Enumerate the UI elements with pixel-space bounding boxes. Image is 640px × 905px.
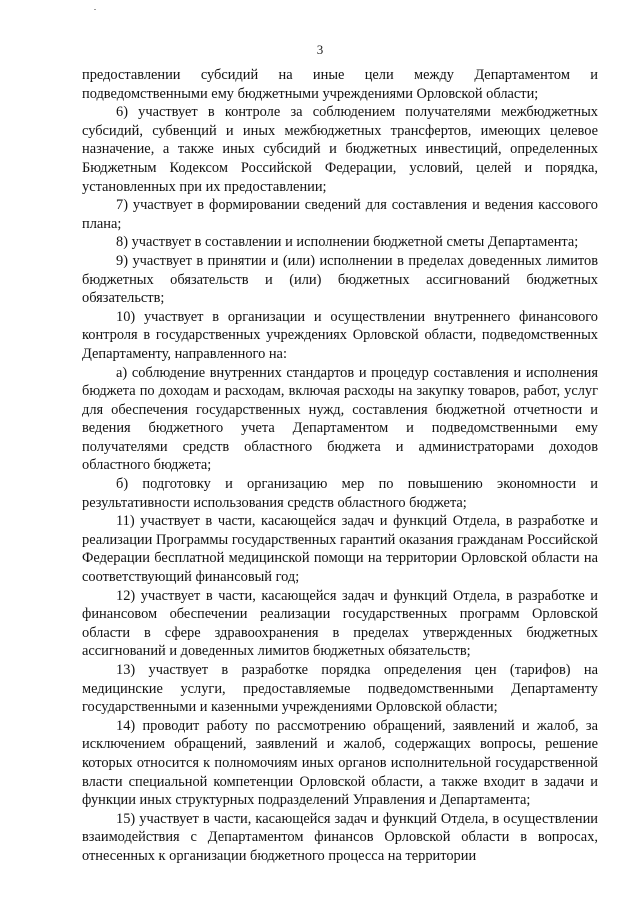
paragraph-item-9: 9) участвует в принятии и (или) исполнении в пределах доведенных лимитов бюджетных обязательств и (или) бюджетных ассигнований бюджетных обязательств; [82,252,598,307]
paragraph-subitem-b: б) подготовку и организацию мер по повышению экономности и результативности использования средств областного бюджета; [82,476,598,511]
paragraph-item-15: 15) участвует в части, касающейся задач и функций Отдела, в осуществлении взаимодействия с Департаментом финансов Орловской области в вопросах, отнесенных к организации бюджетного процесса на территории [82,810,598,864]
paragraph-item-14: 14) проводит работу по рассмотрению обращений, заявлений и жалоб, за исключением обращений, заявлений и жалоб, содержащих вопросы, решение которых относится к полномочиям иных органов исполнительной государственной власти специальной компетенции Орловской области, а также входит в задачи и функции иных структурных подразделений Управления и Департамента; [82,717,598,809]
paragraph-item-13: 13) участвует в разработке порядка определения цен (тарифов) на медицинские услуги, предоставляемые подведомственными Департаменту государственными и казенными учреждениями Орловской области; [82,662,598,716]
page-number: 3 [316,42,324,57]
scan-speck [94,9,96,10]
paragraph-item-10: 10) участвует в организации и осуществлении внутреннего финансового контроля в государственных учреждениях Орловской области, подведомственных Департаменту, направленного на: [82,308,598,362]
paragraph-item-8: 8) участвует в составлении и исполнении бюджетной сметы Департамента; [116,234,579,251]
paragraph-continuation: предоставлении субсидий на иные цели между Департаментом и подведомственными ему бюджетными учреждениями Орловской области; [82,67,598,102]
document-body [82,66,598,866]
paragraph-item-7: 7) участвует в формировании сведений для составления и ведения кассового плана; [82,197,598,232]
paragraph-subitem-a: а) соблюдение внутренних стандартов и процедур составления и исполнения бюджета по доходам и расходам, включая расходы на закупку товаров, работ, услуг для обеспечения государственных нужд, составления бюджетной отчетности и ведения бюджетного учета Департаментом и подведомственными ему получателями средств областного бюджета и администраторами доходов областного бюджета; [82,364,598,474]
paragraph-item-12: 12) участвует в части, касающейся задач и функций Отдела, в разработке и финансовом обеспечении реализации государственных программ Орловской области в сфере здравоохранения в пределах утвержденных бюджетных ассигнований и доведенных лимитов бюджетных обязательств; [82,587,598,660]
paragraph-item-11: 11) участвует в части, касающейся задач и функций Отдела, в разработке и реализации Программы государственных гарантий оказания гражданам Российской Федерации бесплатной медицинской помощи на территории Орловской области на соответствующий финансовый год; [82,513,598,586]
paragraph-item-6: 6) участвует в контроле за соблюдением получателями межбюджетных субсидий, субвенций и иных межбюджетных трансфертов, имеющих целевое назначение, а также иных субсидий и бюджетных инвестиций, определенных Бюджетным Кодексом Российской Федерации, условий, целей и порядка, установленных при их предоставлении; [82,104,598,195]
